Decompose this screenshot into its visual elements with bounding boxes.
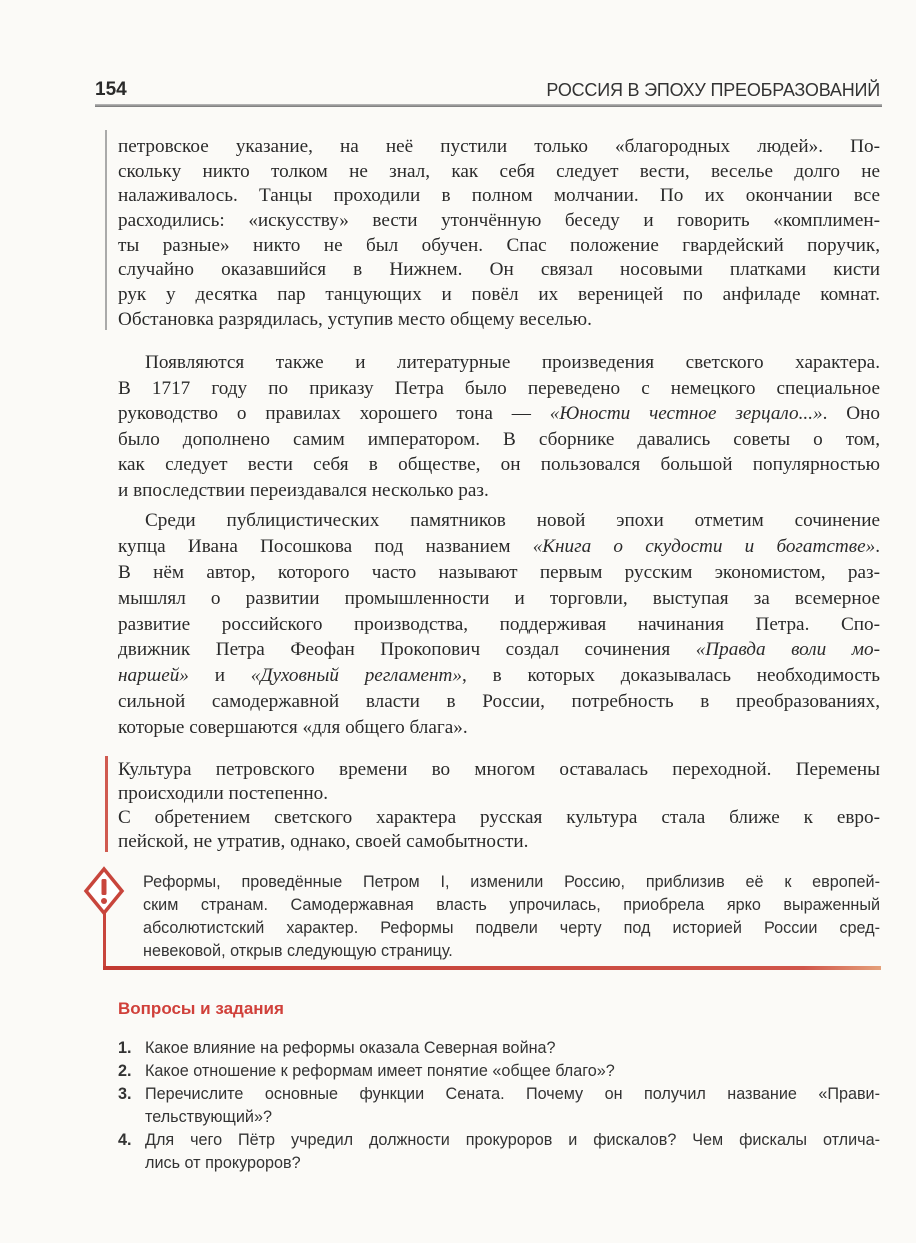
question-text: тельствующий»? — [145, 1108, 272, 1126]
text-line: расходились: «искусству» вести утончённую беседу и говорить «комплимен- — [118, 210, 880, 232]
text-line: Среди публицистических памятников новой эпохи отметим сочинение — [145, 510, 880, 531]
running-title: РОССИЯ В ЭПОХУ ПРЕОБРАЗОВАНИЙ — [546, 80, 880, 100]
text-segment: , в которых доказывалась необходимость — [461, 665, 880, 687]
text-line: скольку никто толком не знал, как себя следует вести, веселье долго не — [118, 160, 880, 182]
question-item — [118, 1037, 880, 1060]
text-line — [118, 637, 880, 663]
text-line: и впоследствии переиздавался несколько раз. — [118, 479, 489, 501]
page-number: 154 — [95, 79, 127, 100]
paragraph-literature — [118, 350, 880, 503]
question-number: 1. — [118, 1039, 132, 1057]
italic-title: «Юности честное зерцало...» — [549, 403, 823, 424]
text-line: С обретением светского характера русская культура стала ближе к евро- — [118, 807, 880, 828]
important-vertical-rule — [103, 912, 106, 970]
exclamation-diamond-icon — [82, 866, 126, 916]
italic-title: «Духовный регламент» — [250, 665, 462, 687]
text-line: развитие российского производства, поддерживая начинания Петра. Спо- — [118, 613, 880, 635]
text-line — [118, 534, 880, 560]
question-text: лись от прокуроров? — [145, 1154, 301, 1172]
important-horizontal-rule — [103, 966, 881, 970]
text-line: происходили постепенно. — [118, 783, 329, 804]
text-line: ским странам. Самодержавная власть упрочилась, приобрела ярко выраженный — [143, 896, 880, 914]
summary-block — [118, 758, 880, 854]
text-segment: движник Петра Феофан Прокопович создал сочинения — [118, 639, 696, 661]
italic-title: «Книга о скудости и богатстве» — [532, 535, 876, 557]
text-line — [118, 401, 880, 427]
text-segment: . Оно — [822, 403, 880, 424]
text-line: Появляются также и литературные произведения светского характера. — [145, 352, 880, 373]
text-line: невековой, открыв следующую страницу. — [143, 942, 453, 960]
text-segment: . — [875, 535, 880, 557]
paragraph-publicism — [118, 508, 880, 741]
excerpt-side-bar — [105, 130, 107, 330]
excerpt-block — [118, 135, 880, 333]
text-line: как следует вести себя в обществе, он пользовался большой популярностью — [118, 454, 880, 475]
question-number: 4. — [118, 1131, 132, 1149]
text-line: Культура петровского времени во многом оставалась переходной. Перемены — [118, 759, 880, 780]
question-item — [118, 1060, 880, 1083]
text-line: налаживалось. Танцы проходили в полном молчании. По их окончании все — [118, 185, 880, 207]
text-segment: руководство о правилах хорошего тона — — [118, 403, 550, 424]
text-line: Обстановка разрядилась, уступив место общему веселью. — [118, 308, 592, 330]
text-line: абсолютистский характер. Реформы подвели черту под историей России сред- — [143, 919, 880, 937]
text-line: ты разные» никто не был обучен. Спас положение гвардейский поручик, — [118, 234, 880, 256]
summary-side-bar — [105, 756, 108, 852]
text-line: В 1717 году по приказу Петра было переведено с немецкого специальное — [118, 377, 880, 399]
question-text: Для чего Пётр учредил должности прокуроров и фискалов? Чем фискалы отлича- — [145, 1131, 880, 1149]
text-segment: купца Ивана Посошкова под названием — [118, 535, 533, 557]
question-text: Какое влияние на реформы оказала Северная война? — [145, 1039, 556, 1057]
text-line: мышлял о развитии промышленности и торговли, выступая за всемерное — [118, 587, 880, 609]
text-line: пейской, не утратив, однако, своей самобытности. — [118, 831, 529, 852]
question-item — [118, 1129, 880, 1175]
text-line: было дополнено самим императором. В сборнике давались советы о том, — [118, 428, 880, 450]
question-text: Перечислите основные функции Сената. Почему он получил название «Прави- — [145, 1085, 880, 1103]
question-number: 2. — [118, 1062, 132, 1080]
text-line: петровское указание, на неё пустили только «благородных людей». По- — [118, 136, 880, 157]
questions-list — [118, 1037, 880, 1175]
text-segment: и — [188, 665, 251, 687]
header-rule — [95, 104, 882, 107]
text-line: которые совершаются «для общего блага». — [118, 717, 468, 739]
text-line: В нём автор, которого часто называют первым русским экономистом, раз- — [118, 561, 880, 583]
italic-title: наршей» — [118, 665, 189, 687]
question-number: 3. — [118, 1085, 132, 1103]
text-line: рук у десятка пар танцующих и повёл их вереницей по анфиладе комнат. — [118, 284, 880, 306]
text-line: сильной самодержавной власти в России, потребность в преобразованиях, — [118, 691, 880, 713]
text-line — [118, 663, 880, 689]
question-text: Какое отношение к реформам имеет понятие «общее благо»? — [145, 1062, 615, 1080]
question-item — [118, 1083, 880, 1129]
important-conclusion-block — [143, 871, 880, 963]
italic-title: «Правда воли мо- — [695, 639, 880, 661]
questions-title: Вопросы и задания — [118, 999, 284, 1018]
text-line: Реформы, проведённые Петром I, изменили Россию, приблизив её к европей- — [143, 873, 880, 891]
text-line: случайно оказавшийся в Нижнем. Он связал носовыми платками кисти — [118, 259, 880, 281]
